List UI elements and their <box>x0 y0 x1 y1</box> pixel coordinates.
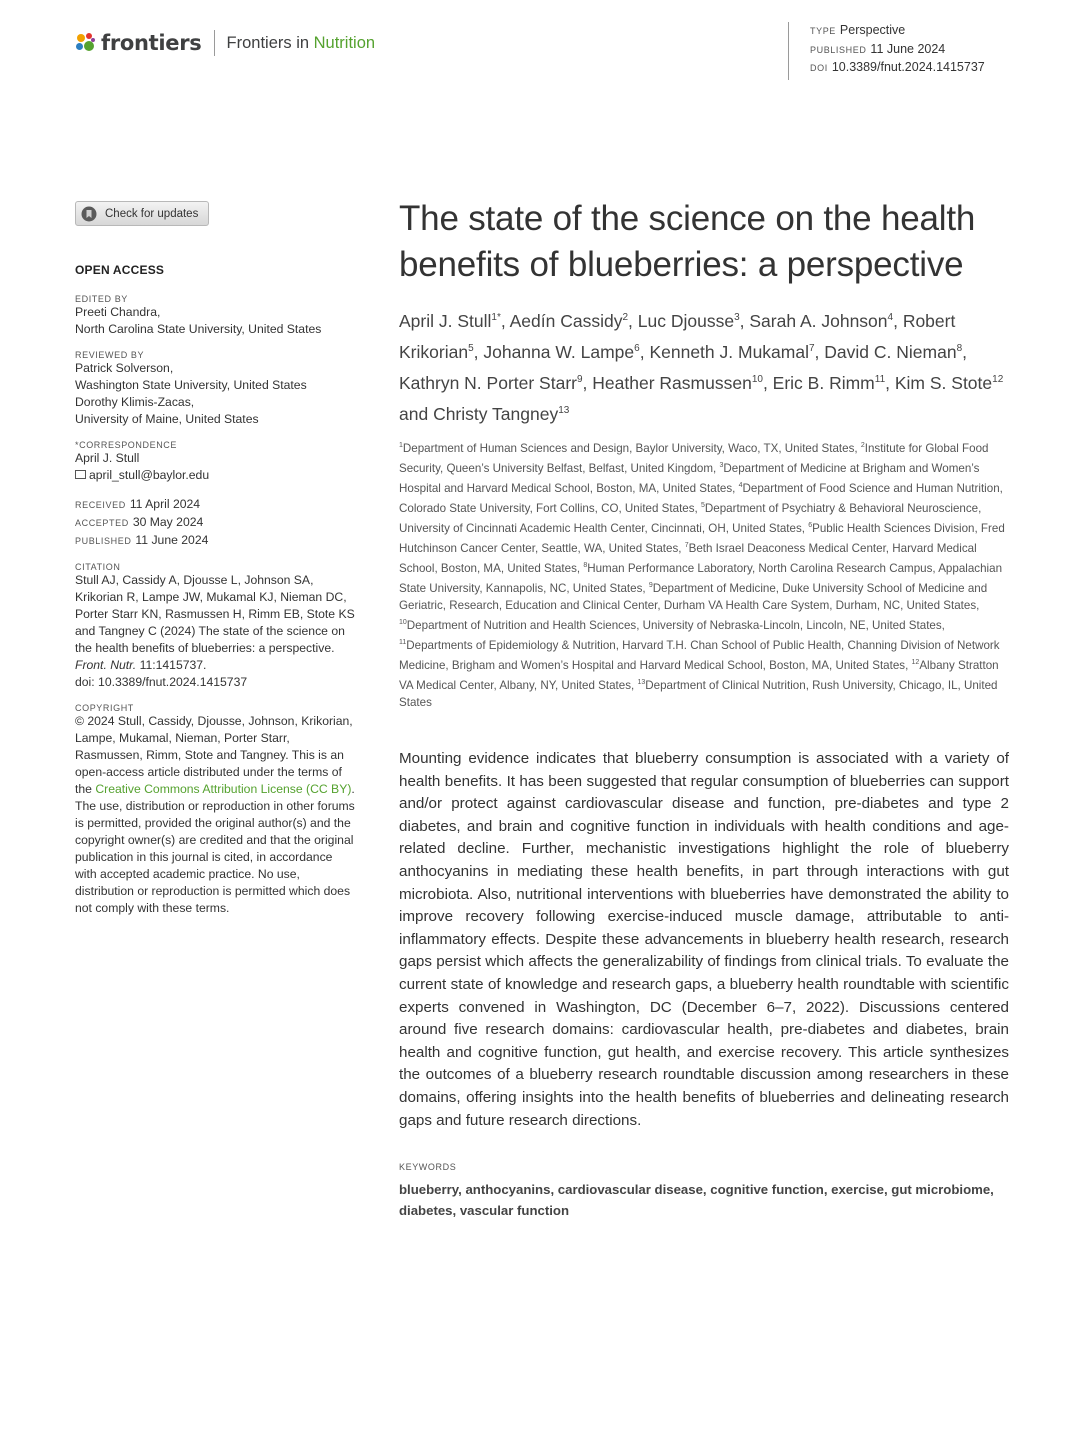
author-affil-ref: 2 <box>622 312 629 323</box>
author-name[interactable]: Eric B. Rimm <box>772 373 875 393</box>
brand-name: frontiers <box>101 31 202 55</box>
check-for-updates-label: Check for updates <box>105 207 199 220</box>
affiliation-number: 6 <box>808 522 813 529</box>
correspondence-email[interactable]: april_stull@baylor.edu <box>75 467 355 484</box>
affiliation-text: Department of Nutrition and Health Sciences, University of Nebraska-Lincoln, Lincoln, NE, United States, <box>406 619 945 632</box>
affiliation-text: Beth Israel Deaconess Medical Center, Harvard Medical School, Boston, MA, United States, <box>399 542 977 575</box>
affiliation-number: 12 <box>911 659 920 666</box>
author-name[interactable]: Christy Tangney <box>433 404 559 424</box>
author-name[interactable]: Aedín Cassidy <box>509 311 623 331</box>
copyright-section: COPYRIGHT © 2024 Stull, Cassidy, Djousse, Johnson, Krikorian, Lampe, Mukamal, Nieman, Porter Starr, Rasmussen, Rimm, Stote and Tangney. This is an open-access article distributed under the terms of the Creative Commons Attribution License (CC BY). The use, distribution or reproduction in other forums is permitted, provided the original author(s) and the copyright owner(s) are credited and that the original publication in this journal is cited, in accordance with accepted academic practice. No use, distribution or reproduction is permitted which does not comply with these terms. <box>75 703 355 915</box>
author-name[interactable]: Robert Krikorian <box>399 311 956 362</box>
affiliation-number: 8 <box>583 562 588 569</box>
affiliation-text: Department of Food Science and Human Nutrition, Colorado State University, Fort Collins, CO, United States, <box>399 482 1003 515</box>
affiliation-text: Department of Clinical Nutrition, Rush University, Chicago, IL, United States <box>399 679 998 709</box>
affiliation-number: 7 <box>684 542 689 549</box>
keywords-label: KEYWORDS <box>399 1162 457 1173</box>
logo-divider <box>214 30 215 56</box>
author-name[interactable]: Sarah A. Johnson <box>749 311 888 331</box>
meta-published: PUBLISHED 11 June 2024 <box>810 41 946 56</box>
meta-doi: DOI 10.3389/fnut.2024.1415737 <box>810 60 985 74</box>
article-main <box>399 196 1009 1221</box>
affiliation-number: 5 <box>700 502 705 509</box>
affiliation-text: Department of Medicine, Duke University School of Medicine and Geriatric, Research, Education and Clinical Center, Durham VA Health Care System, Durham, NC, United States, <box>399 582 988 612</box>
author-affil-ref: 10 <box>751 374 763 385</box>
frontiers-logo-icon <box>75 32 97 54</box>
author-affil-ref: 13 <box>558 405 570 416</box>
affiliation-text: Department of Medicine at Brigham and Women’s Hospital and Harvard Medical School, Boston, MA, United States, <box>399 462 980 495</box>
affiliation-number: 10 <box>399 619 407 626</box>
author-name[interactable]: David C. Nieman <box>824 342 957 362</box>
affiliation-text: Albany Stratton VA Medical Center, Albany, NY, United States, <box>399 659 999 692</box>
author-affil-ref: 4 <box>887 312 894 323</box>
affiliation-text: Department of Psychiatry & Behavioral Neuroscience, University of Cincinnati Academic Health Center, Cincinnati, OH, United States, <box>399 502 982 535</box>
affiliation-number: 1 <box>399 442 403 449</box>
correspondence-section: *CORRESPONDENCE April J. Stull april_stull@baylor.edu <box>75 440 355 484</box>
author-affil-ref: 6 <box>634 343 640 354</box>
email-icon <box>75 470 86 479</box>
author-name[interactable]: Johanna W. Lampe <box>483 342 635 362</box>
keywords: blueberry, anthocyanins, cardiovascular disease, cognitive function, exercise, gut microbiome, diabetes, vascular function <box>399 1182 994 1219</box>
author-name[interactable]: Luc Djousse <box>637 311 735 331</box>
journal-name[interactable]: Frontiers in Nutrition <box>226 33 376 52</box>
check-for-updates-button[interactable] <box>75 201 209 226</box>
affiliation-number: 9 <box>648 582 653 589</box>
author-affil-ref: 5 <box>468 343 474 354</box>
frontiers-logo[interactable] <box>75 30 375 56</box>
affiliations <box>399 437 1009 711</box>
affiliation-text: Public Health Sciences Division, Fred Hutchinson Cancer Center, Seattle, WA, United States, <box>399 522 1005 555</box>
cc-by-license-link[interactable]: Creative Commons Attribution License (CC BY) <box>95 782 352 796</box>
author-list: April J. Stull$^{1*}$, Aedín Cassidy$^2$, Luc Djousse$^3$, Sarah A. Johnson$^4$, Robert Krikorian$^5$, Johanna W. Lampe$^6$, Kenneth J. Mukamal$^7$, David C. Nieman$^8$, Kathryn N. Porter Starr$^9$, Heather Rasmussen$^{10}$, Eric B. Rimm$^{11}$, Kim S. Stote$^{12}$ and Christy Tangney$^{13}$ <box>399 311 1004 424</box>
affiliation-text: Human Performance Laboratory, North Carolina Research Campus, Appalachian State University, Kannapolis, NC, United States, <box>399 562 1003 595</box>
affiliation-text: Department of Human Sciences and Design, Baylor University, Waco, TX, United States, <box>402 442 861 455</box>
citation-doi[interactable]: doi: 10.3389/fnut.2024.1415737 <box>75 675 248 689</box>
affiliation-number: 13 <box>637 679 646 686</box>
author-name[interactable]: Kenneth J. Mukamal <box>649 342 809 362</box>
author-name[interactable]: Kathryn N. Porter Starr <box>399 373 577 393</box>
author-affil-ref: 8 <box>956 343 963 354</box>
author-affil-ref: 12 <box>992 374 1004 385</box>
author-affil-ref: 1* <box>491 312 501 323</box>
author-affil-ref: 3 <box>734 312 740 323</box>
abstract: Mounting evidence indicates that blueberry consumption is associated with a variety of health benefits. It has been suggested that regular consumption of blueberries can support and/or protect against cardiovascular disease and function, pre-diabetes and type 2 diabetes, and brain and cognitive function in individuals with health conditions and age-related decline. Further, mechanistic investigations highlight the role of blueberry anthocyanins in mediating these health benefits, in part through interactions with gut microbiota. Also, nutritional interventions with blueberries have demonstrated the ability to improve recovery following exercise-induced muscle damage, attributable to anti-inflammatory effects. Despite these advancements in blueberry health research, research gaps persist which affects the generalizability of findings from clinical trials. To evaluate the current state of knowledge and research gaps, a blueberry health roundtable with scientific experts convened in Washington, DC (December 6–7, 2022). Discussions centered around five research domains: cardiovascular health, pre-diabetes and diabetes, brain health and cognitive function, gut health, and exercise recovery. This article synthesizes the outcomes of a blueberry research roundtable discussion among researchers in these domains, offering insights into the health benefits of blueberries and delineating research gaps and future research directions. <box>399 750 1009 1129</box>
author-name[interactable]: April J. Stull <box>399 311 492 331</box>
author-name[interactable]: Kim S. Stote <box>894 373 993 393</box>
dates-section: RECEIVED 11 April 2024 ACCEPTED 30 May 2024 PUBLISHED 11 June 2024 <box>75 497 209 547</box>
affiliation-number: 4 <box>738 482 743 489</box>
affiliation-text: Institute for Global Food Security, Queen’s University Belfast, Belfast, United Kingdom, <box>399 442 989 475</box>
affiliation-number: 11 <box>399 639 407 646</box>
author-affil-ref: 11 <box>874 374 886 385</box>
open-access-label: OPEN ACCESS <box>75 263 165 277</box>
meta-type: TYPE Perspective <box>810 23 906 37</box>
author-affil-ref: 9 <box>576 374 583 385</box>
author-name[interactable]: Heather Rasmussen <box>592 373 752 393</box>
citation-section: CITATION Stull AJ, Cassidy A, Djousse L, Johnson SA, Krikorian R, Lampe JW, Mukamal KJ, Nieman DC, Porter Starr KN, Rasmussen H, Rimm EB, Stote KS and Tangney C (2024) The state of the science on the health benefits of blueberries: a perspective. Front. Nutr. 11:1415737. doi: 10.3389/fnut.2024.1415737 <box>75 562 355 689</box>
affiliation-number: 3 <box>719 462 724 469</box>
bookmark-icon <box>81 206 97 222</box>
affiliation-text: Departments of Epidemiology & Nutrition, Harvard T.H. Chan School of Public Health, Channing Division of Network Medicine, Brigham and Women’s Hospital and Harvard Medical School, Boston, MA, United States, <box>399 639 1000 672</box>
edited-by-section: EDITED BY Preeti Chandra, North Carolina State University, United States <box>75 294 322 336</box>
affiliation-number: 2 <box>860 442 865 449</box>
sidebar <box>75 201 355 917</box>
article-title: The state of the science on the health benefits of blueberries: a perspective <box>399 199 976 284</box>
author-affil-ref: 7 <box>808 343 815 354</box>
article-meta <box>788 22 985 80</box>
reviewed-by-section: REVIEWED BY Patrick Solverson, Washington State University, United States Dorothy Klimis-Zacas, University of Maine, United States <box>75 350 307 426</box>
